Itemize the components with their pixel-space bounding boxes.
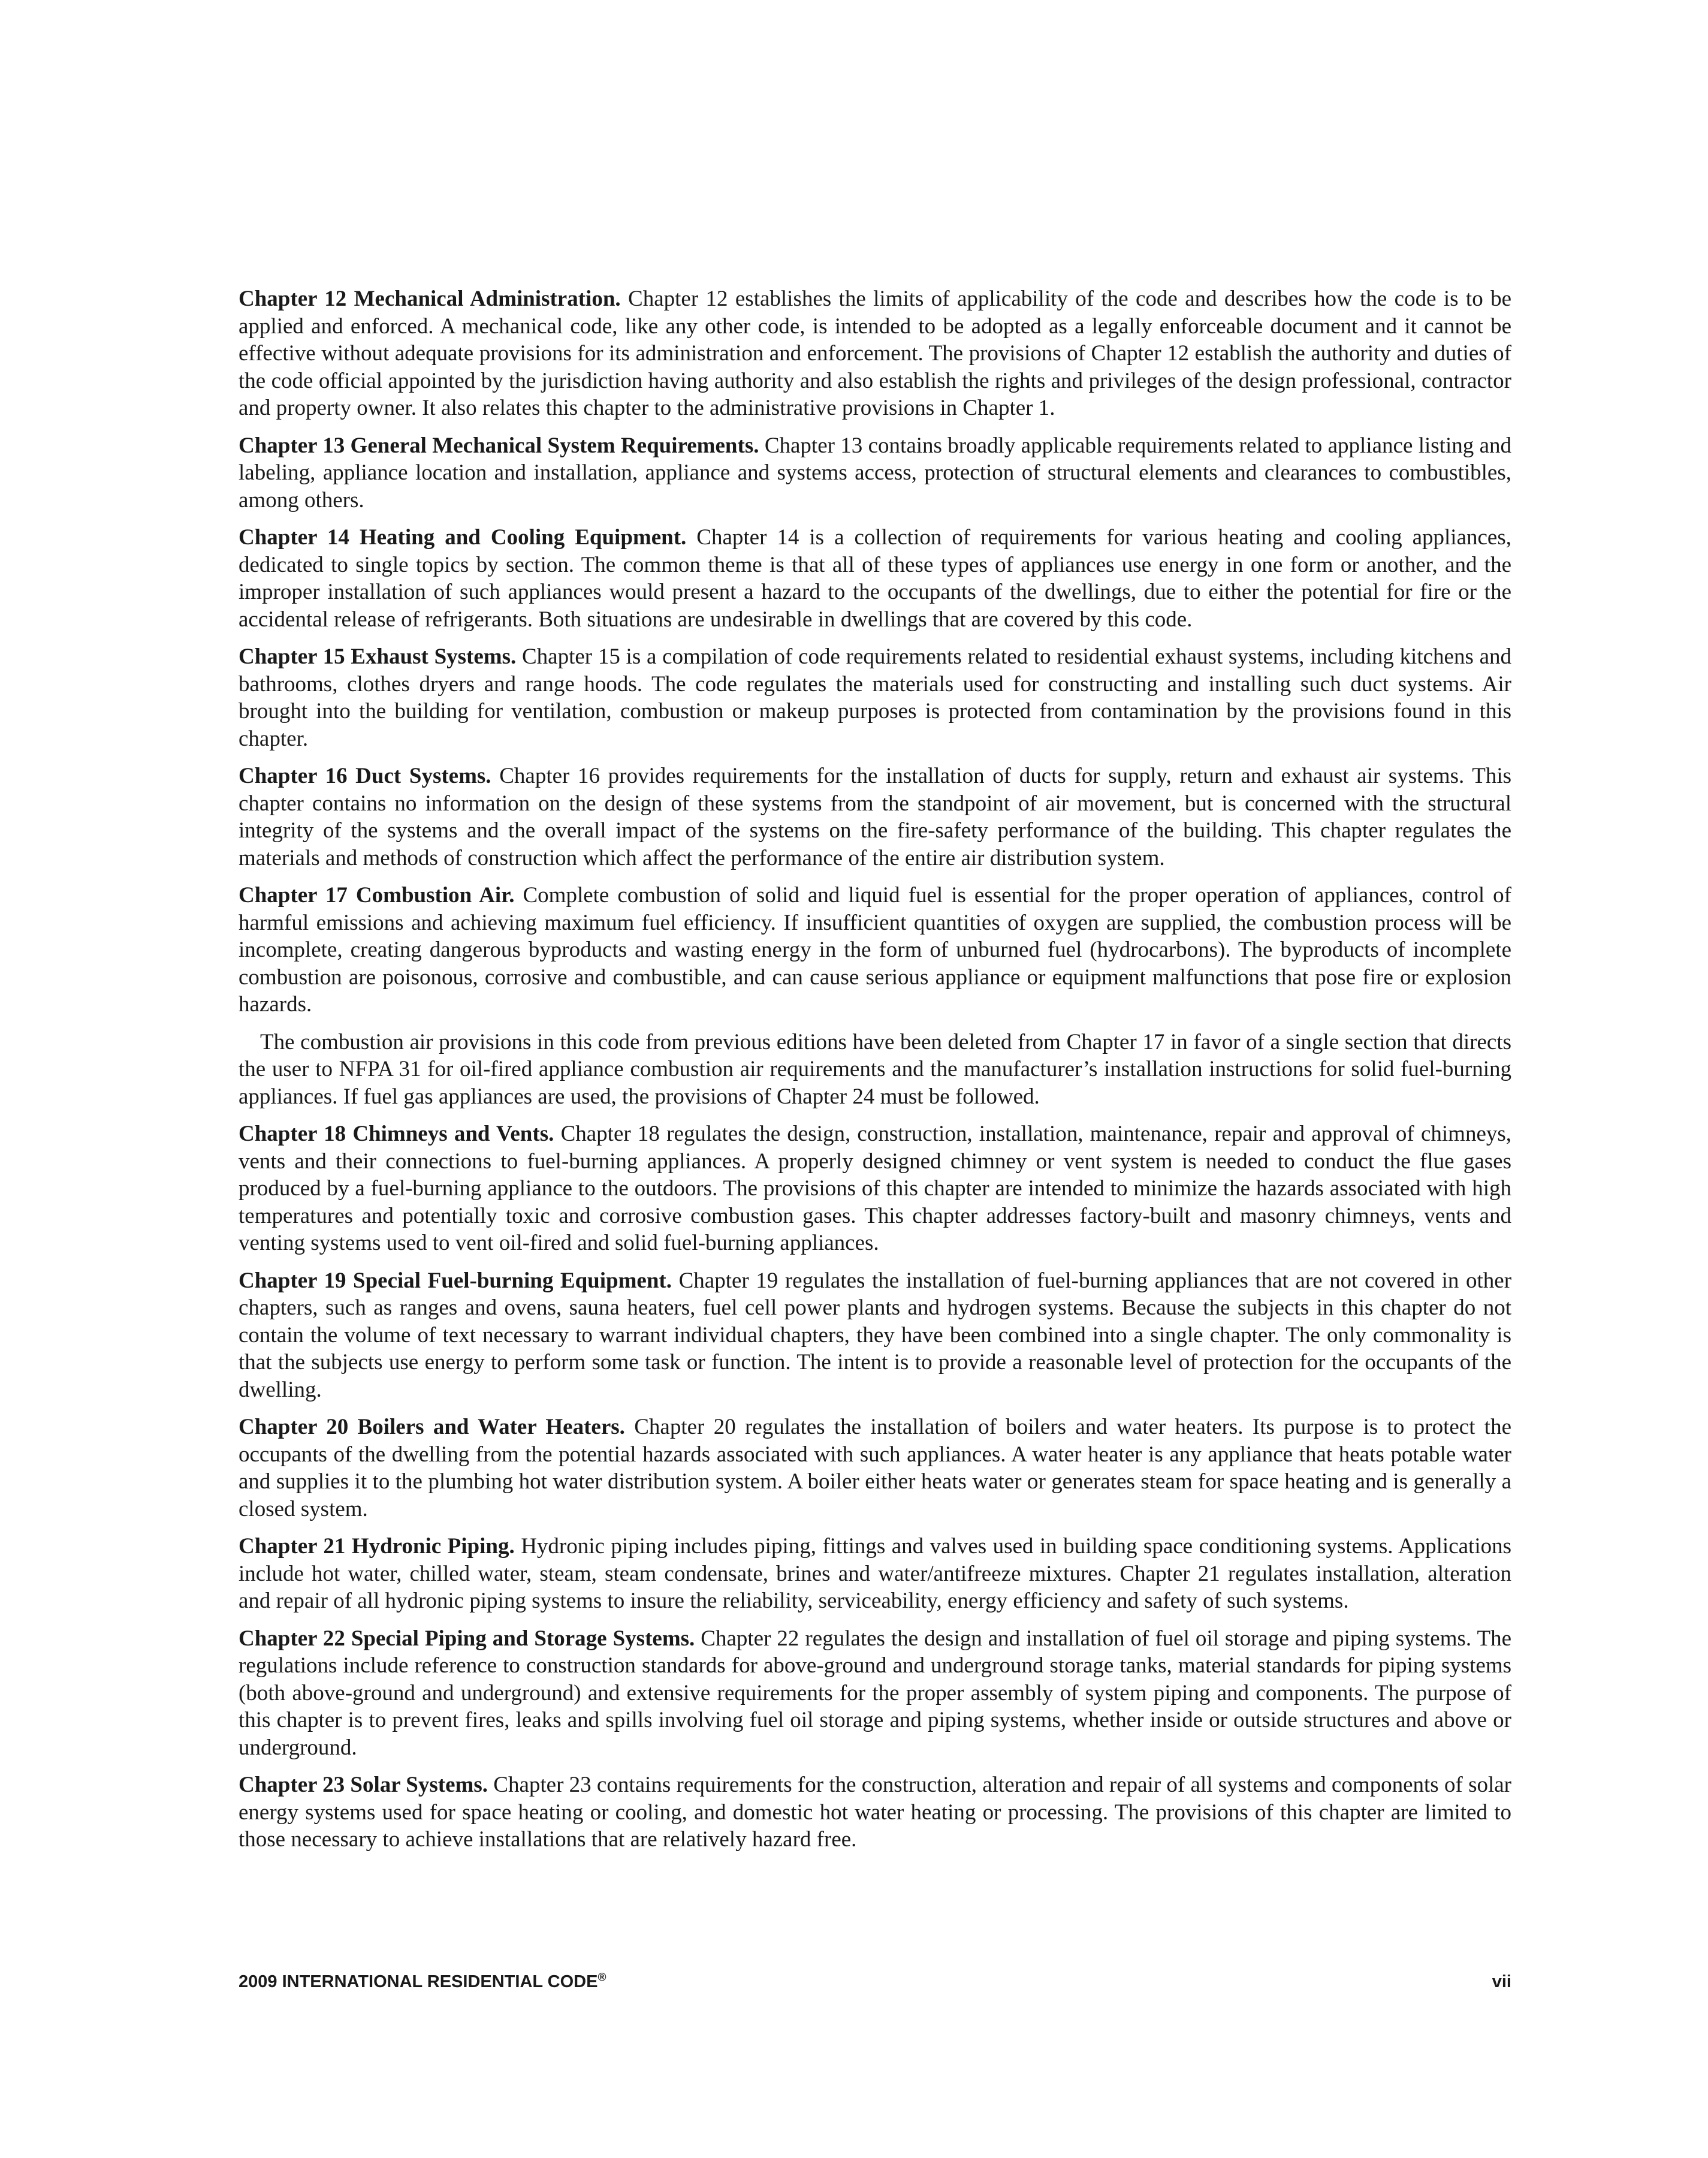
chapter-heading: Chapter 18 Chimneys and Vents. bbox=[239, 1122, 554, 1146]
paragraph-chapter-14 bbox=[239, 524, 1511, 633]
page-footer bbox=[239, 1972, 1511, 1992]
paragraph-chapter-15 bbox=[239, 643, 1511, 752]
paragraph-chapter-17 bbox=[239, 882, 1511, 1018]
page-number: vii bbox=[1492, 1972, 1511, 1991]
chapter-heading: Chapter 13 General Mechanical System Requirements. bbox=[239, 433, 759, 458]
chapter-heading: Chapter 22 Special Piping and Storage Systems. bbox=[239, 1626, 695, 1651]
chapter-heading: Chapter 21 Hydronic Piping. bbox=[239, 1534, 515, 1559]
chapter-heading: Chapter 19 Special Fuel-burning Equipment. bbox=[239, 1268, 672, 1293]
paragraph-text: Chapter 12 establishes the limits of applicability of the code and describes how the code is to be applied and enforced. A mechanical code, like any other code, is intended to be adopted as a legally enforceable document and it cannot be effective without adequate provisions for its administration and enforcement. The provisions of Chapter 12 establish the authority and duties of the code official appointed by the jurisdiction having authority and also establish the rights and privileges of the design professional, contractor and property owner. It also relates this chapter to the administrative provisions in Chapter 1. bbox=[239, 287, 1511, 420]
paragraph-chapter-18 bbox=[239, 1120, 1511, 1257]
paragraph-text: Chapter 23 contains requirements for the construction, alteration and repair of all systems and components of solar energy systems used for space heating or cooling, and domestic hot water heating or processing. The provisions of this chapter are limited to those necessary to achieve installations that are relatively hazard free. bbox=[239, 1773, 1511, 1852]
paragraph-text: Chapter 22 regulates the design and installation of fuel oil storage and piping systems. The regulations include reference to construction standards for above-ground and underground storage tanks, material standards for piping systems (both above-ground and underground) and extensive requirements for the proper assembly of system piping and components. The purpose of this chapter is to prevent fires, leaks and spills involving fuel oil storage and piping systems, whether inside or outside structures and above or underground. bbox=[239, 1626, 1512, 1760]
paragraph-chapter-13 bbox=[239, 432, 1511, 514]
chapter-heading: Chapter 20 Boilers and Water Heaters. bbox=[239, 1415, 625, 1439]
paragraph-text: Chapter 14 is a collection of requirements for various heating and cooling appliances, dedicated to single topics by section. The common theme is that all of these types of appliances use energy in one form or another, and the improper installation of such appliances would present a hazard to the occupants of the dwellings, due to either the potential for fire or the accidental release of refrigerants. Both situations are undesirable in dwellings that are covered by this code. bbox=[239, 525, 1512, 632]
chapter-heading: Chapter 17 Combustion Air. bbox=[239, 883, 515, 908]
registered-mark: ® bbox=[598, 1971, 606, 1984]
paragraph-chapter-19 bbox=[239, 1267, 1511, 1404]
body-text bbox=[239, 285, 1511, 1864]
paragraph-chapter-23 bbox=[239, 1771, 1511, 1853]
chapter-heading: Chapter 15 Exhaust Systems. bbox=[239, 644, 517, 669]
footer-title bbox=[239, 1972, 606, 1992]
paragraph-text: Chapter 16 provides requirements for the installation of ducts for supply, return and exhaust air systems. This chapter contains no information on the design of these systems from the standpoint of air movement, but is concerned with the structural integrity of the systems and the overall impact of the systems on the fire-safety performance of the building. This chapter regulates the materials and methods of construction which affect the performance of the entire air distribution system. bbox=[239, 764, 1512, 870]
paragraph-chapter-20 bbox=[239, 1413, 1511, 1523]
paragraph-text: Chapter 18 regulates the design, construction, installation, maintenance, repair and approval of chimneys, vents and their connections to fuel-burning appliances. A properly designed chimney or vent system is needed to conduct the flue gases produced by a fuel-burning appliance to the outdoors. The provisions of this chapter are intended to minimize the hazards associated with high temperatures and potentially toxic and corrosive combustion gases. This chapter addresses factory-built and masonry chimneys, vents and venting systems used to vent oil-fired and solid fuel-burning appliances. bbox=[239, 1122, 1512, 1255]
paragraph-text: Chapter 15 is a compilation of code requirements related to residential exhaust systems, including kitchens and bathrooms, clothes dryers and range hoods. The code regulates the materials used for constructing and installing such duct systems. Air brought into the building for ventilation, combustion or makeup purposes is protected from contamination by the provisions found in this chapter. bbox=[239, 644, 1512, 751]
paragraph-chapter-17-continued bbox=[239, 1029, 1511, 1111]
footer-title-text: 2009 INTERNATIONAL RESIDENTIAL CODE bbox=[239, 1972, 598, 1991]
chapter-heading: Chapter 14 Heating and Cooling Equipment. bbox=[239, 525, 687, 550]
paragraph-chapter-12 bbox=[239, 285, 1511, 422]
paragraph-text: The combustion air provisions in this code from previous editions have been deleted from Chapter 17 in favor of a single section that directs the user to NFPA 31 for oil-fired appliance combustion air requirements and the manufacturer’s installation instructions for solid fuel-burning appliances. If fuel gas appliances are used, the provisions of Chapter 24 must be followed. bbox=[239, 1029, 1511, 1109]
chapter-heading: Chapter 12 Mechanical Administration. bbox=[239, 287, 621, 311]
paragraph-text: Chapter 19 regulates the installation of fuel-burning appliances that are not covered in other chapters, such as ranges and ovens, sauna heaters, fuel cell power plants and hydrogen systems. Because the subjects in this chapter do not contain the volume of text necessary to warrant individual chapters, they have been combined into a single chapter. The only commonality is that the subjects use energy to perform some task or function. The intent is to provide a reasonable level of protection for the occupants of the dwelling. bbox=[239, 1268, 1512, 1402]
paragraph-chapter-16 bbox=[239, 762, 1511, 872]
paragraph-chapter-22 bbox=[239, 1625, 1511, 1762]
paragraph-text: Chapter 13 contains broadly applicable requirements related to appliance listing and labeling, appliance location and installation, appliance and systems access, protection of structural elements and clearances to combustibles, among others. bbox=[239, 433, 1511, 513]
paragraph-text: Hydronic piping includes piping, fittings and valves used in building space conditioning systems. Applications include hot water, chilled water, steam, steam condensate, brines and water/antifreeze mixtures. Chapter 21 regulates installation, alteration and repair of all hydronic piping systems to insure the reliability, serviceability, energy efficiency and safety of such systems. bbox=[239, 1534, 1511, 1613]
paragraph-text: Complete combustion of solid and liquid fuel is essential for the proper operation of appliances, control of harmful emissions and achieving maximum fuel efficiency. If insufficient quantities of oxygen are supplied, the combustion process will be incomplete, creating dangerous byproducts and wasting energy in the form of unburned fuel (hydrocarbons). The byproducts of incomplete combustion are poisonous, corrosive and combustible, and can cause serious appliance or equipment malfunctions that pose fire or explosion hazards. bbox=[239, 883, 1511, 1017]
chapter-heading: Chapter 23 Solar Systems. bbox=[239, 1773, 488, 1797]
paragraph-chapter-21 bbox=[239, 1533, 1511, 1615]
paragraph-text: Chapter 20 regulates the installation of boilers and water heaters. Its purpose is to protect the occupants of the dwelling from the potential hazards associated with such appliances. A water heater is any appliance that heats potable water and supplies it to the plumbing hot water distribution system. A boiler either heats water or generates steam for space heating and is generally a closed system. bbox=[239, 1415, 1511, 1521]
chapter-heading: Chapter 16 Duct Systems. bbox=[239, 764, 491, 788]
